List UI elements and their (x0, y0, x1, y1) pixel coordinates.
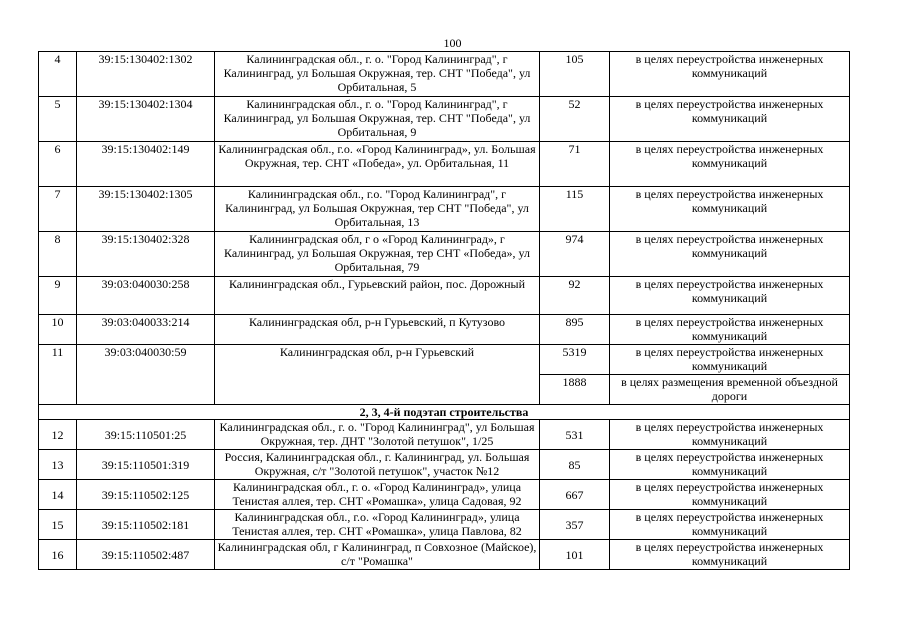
area: 667 (540, 480, 610, 510)
cadastral-number: 39:15:110502:181 (77, 510, 215, 540)
area: 895 (540, 315, 610, 345)
table-row (39, 450, 850, 480)
row-number: 7 (39, 187, 77, 232)
row-number: 12 (39, 420, 77, 450)
table-row (39, 277, 850, 315)
area: 357 (540, 510, 610, 540)
purpose: в целях переустройства инженерных коммуникаций (610, 277, 850, 315)
table-row (39, 480, 850, 510)
area: 1888 (540, 375, 610, 405)
row-number: 10 (39, 315, 77, 345)
address: Калининградская обл, г о «Город Калининград», г Калининград, ул Большая Окружная, тер СНТ «Победа», ул Орбитальная, 79 (215, 232, 540, 277)
cadastral-number: 39:15:130402:328 (77, 232, 215, 277)
area: 71 (540, 142, 610, 187)
address: Калининградская обл., г. о. «Город Калининград», улица Тенистая аллея, тер. СНТ «Ромашка», улица Садовая, 92 (215, 480, 540, 510)
table-row (39, 540, 850, 570)
purpose: в целях переустройства инженерных коммуникаций (610, 52, 850, 97)
row-number: 8 (39, 232, 77, 277)
purpose: в целях размещения временной объездной дороги (610, 375, 850, 405)
row-number: 13 (39, 450, 77, 480)
row-number: 4 (39, 52, 77, 97)
address: Калининградская обл, г Калининград, п Совхозное (Майское), с/т "Ромашка" (215, 540, 540, 570)
purpose: в целях переустройства инженерных коммуникаций (610, 510, 850, 540)
address: Калининградская обл, р-н Гурьевский, п Кутузово (215, 315, 540, 345)
address: Калининградская обл., г. о. "Город Калининград", ул Большая Окружная, тер. ДНТ "Золотой петушок", 1/25 (215, 420, 540, 450)
address: Калининградская обл., г.о. «Город Калининград», ул. Большая Окружная, тер. СНТ «Победа», ул. Орбитальная, 11 (215, 142, 540, 187)
area: 52 (540, 97, 610, 142)
row-number: 15 (39, 510, 77, 540)
table-row (39, 187, 850, 232)
row-number: 11 (39, 345, 77, 405)
table-row (39, 510, 850, 540)
row-number: 16 (39, 540, 77, 570)
cadastral-number: 39:15:110501:319 (77, 450, 215, 480)
cadastral-number: 39:15:130402:1302 (77, 52, 215, 97)
area: 974 (540, 232, 610, 277)
purpose: в целях переустройства инженерных коммуникаций (610, 450, 850, 480)
address: Калининградская обл., г. о. "Город Калининград", г Калининград, ул Большая Окружная, тер. СНТ "Победа", ул Орбитальная, 9 (215, 97, 540, 142)
row-number: 5 (39, 97, 77, 142)
table-row (39, 142, 850, 187)
address: Калининградская обл., Гурьевский район, пос. Дорожный (215, 277, 540, 315)
table-row (39, 232, 850, 277)
row-number: 9 (39, 277, 77, 315)
purpose: в целях переустройства инженерных коммуникаций (610, 187, 850, 232)
cadastral-number: 39:15:110502:125 (77, 480, 215, 510)
address: Россия, Калининградская обл., г. Калининград, ул. Большая Окружная, с/т "Золотой петушок", участок №12 (215, 450, 540, 480)
table-row (39, 97, 850, 142)
cadastral-number: 39:15:130402:149 (77, 142, 215, 187)
row-number: 6 (39, 142, 77, 187)
cadastral-number: 39:15:110501:25 (77, 420, 215, 450)
table-row (39, 315, 850, 345)
cadastral-number: 39:03:040030:258 (77, 277, 215, 315)
address: Калининградская обл., г.о. «Город Калининград», улица Тенистая аллея, тер. СНТ «Ромашка», улица Павлова, 82 (215, 510, 540, 540)
table-row (39, 420, 850, 450)
purpose: в целях переустройства инженерных коммуникаций (610, 97, 850, 142)
section-title: 2, 3, 4-й подэтап строительства (39, 405, 850, 420)
cadastral-number: 39:03:040033:214 (77, 315, 215, 345)
purpose: в целях переустройства инженерных коммуникаций (610, 315, 850, 345)
table-row (39, 345, 850, 375)
purpose: в целях переустройства инженерных коммуникаций (610, 142, 850, 187)
row-number: 14 (39, 480, 77, 510)
area: 85 (540, 450, 610, 480)
area: 5319 (540, 345, 610, 375)
area: 531 (540, 420, 610, 450)
table-row (39, 52, 850, 97)
page-number: 100 (443, 36, 462, 50)
address: Калининградская обл., г.о. "Город Калининград", г Калининград, ул Большая Окружная, тер СНТ "Победа", ул Орбитальная, 13 (215, 187, 540, 232)
area: 101 (540, 540, 610, 570)
purpose: в целях переустройства инженерных коммуникаций (610, 540, 850, 570)
cadastral-number: 39:15:110502:487 (77, 540, 215, 570)
purpose: в целях переустройства инженерных коммуникаций (610, 420, 850, 450)
land-plots-table (38, 51, 850, 570)
address: Калининградская обл., г. о. "Город Калининград", г Калининград, ул Большая Окружная, тер. СНТ "Победа", ул Орбитальная, 5 (215, 52, 540, 97)
section-header-row (39, 405, 850, 420)
cadastral-number: 39:03:040030:59 (77, 345, 215, 405)
area: 115 (540, 187, 610, 232)
purpose: в целях переустройства инженерных коммуникаций (610, 232, 850, 277)
cadastral-number: 39:15:130402:1304 (77, 97, 215, 142)
cadastral-number: 39:15:130402:1305 (77, 187, 215, 232)
area: 92 (540, 277, 610, 315)
purpose: в целях переустройства инженерных коммуникаций (610, 345, 850, 375)
address: Калининградская обл, р-н Гурьевский (215, 345, 540, 405)
purpose: в целях переустройства инженерных коммуникаций (610, 480, 850, 510)
area: 105 (540, 52, 610, 97)
